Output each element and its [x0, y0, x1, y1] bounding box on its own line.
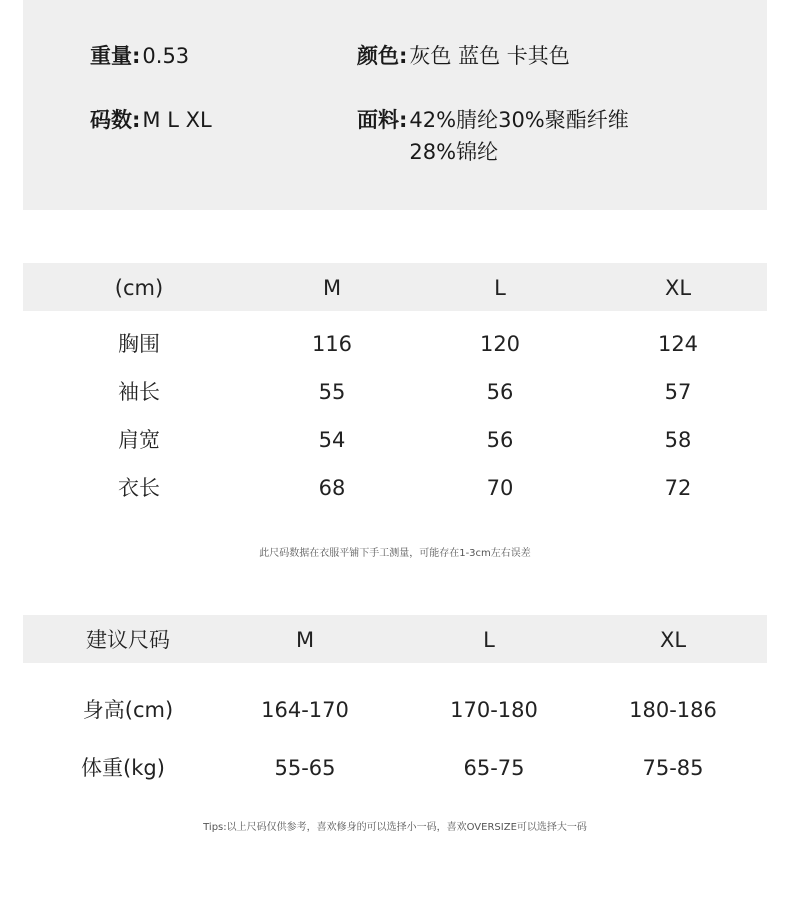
measure-header-l: L	[494, 276, 506, 300]
fabric-row	[357, 104, 629, 168]
fabric-label: 面料:	[357, 108, 408, 132]
measure-header-xl: XL	[664, 276, 692, 300]
weight-row	[90, 40, 189, 72]
suggest-header-l: L	[483, 628, 495, 652]
table-cell: 65-75	[463, 756, 525, 780]
table-cell: 57	[664, 380, 692, 404]
table-cell: 116	[311, 332, 353, 356]
row-label-sleeve: 袖长	[118, 380, 160, 404]
row-label-height: 身高(cm)	[82, 698, 174, 722]
weight-label: 重量:	[90, 44, 141, 68]
row-label-chest: 胸围	[118, 332, 160, 356]
table-cell: 120	[479, 332, 521, 356]
fabric-line-2: 28%锦纶	[409, 140, 499, 164]
table-cell: 58	[664, 428, 692, 452]
measure-header-unit: (cm)	[114, 276, 164, 300]
size-label: 码数:	[90, 108, 141, 132]
table-cell: 164-170	[261, 698, 349, 722]
table-cell: 55-65	[274, 756, 336, 780]
color-row	[357, 40, 570, 72]
suggest-header-title: 建议尺码	[86, 628, 170, 652]
size-value: M L XL	[142, 108, 212, 132]
table-cell: 68	[318, 476, 346, 500]
color-label: 颜色:	[357, 44, 408, 68]
row-label-length: 衣长	[118, 476, 160, 500]
table-cell: 75-85	[642, 756, 704, 780]
fabric-line-1: 42%腈纶30%聚酯纤维	[409, 108, 629, 132]
row-label-weight: 体重(kg)	[81, 756, 165, 780]
size-row	[90, 104, 212, 136]
color-value: 灰色 蓝色 卡其色	[409, 44, 570, 68]
row-label-shoulder: 肩宽	[118, 428, 160, 452]
table-cell: 70	[486, 476, 514, 500]
table-cell: 72	[664, 476, 692, 500]
table-cell: 56	[486, 380, 514, 404]
table-cell: 180-186	[629, 698, 717, 722]
table-cell: 55	[318, 380, 346, 404]
measure-header-m: M	[322, 276, 342, 300]
table-cell: 124	[657, 332, 699, 356]
table-cell: 170-180	[450, 698, 538, 722]
table-cell: 54	[318, 428, 346, 452]
suggest-header-m: M	[295, 628, 315, 652]
suggest-header-xl: XL	[659, 628, 687, 652]
table-cell: 56	[486, 428, 514, 452]
size-tips-note: Tips:以上尺码仅供参考，喜欢修身的可以选择小一码，喜欢OVERSIZE可以选择大一码	[203, 822, 587, 833]
weight-value: 0.53	[142, 44, 190, 68]
fabric-value	[409, 104, 628, 168]
measure-note: 此尺码数据在衣服平铺下手工测量，可能存在1-3cm左右误差	[259, 548, 531, 559]
